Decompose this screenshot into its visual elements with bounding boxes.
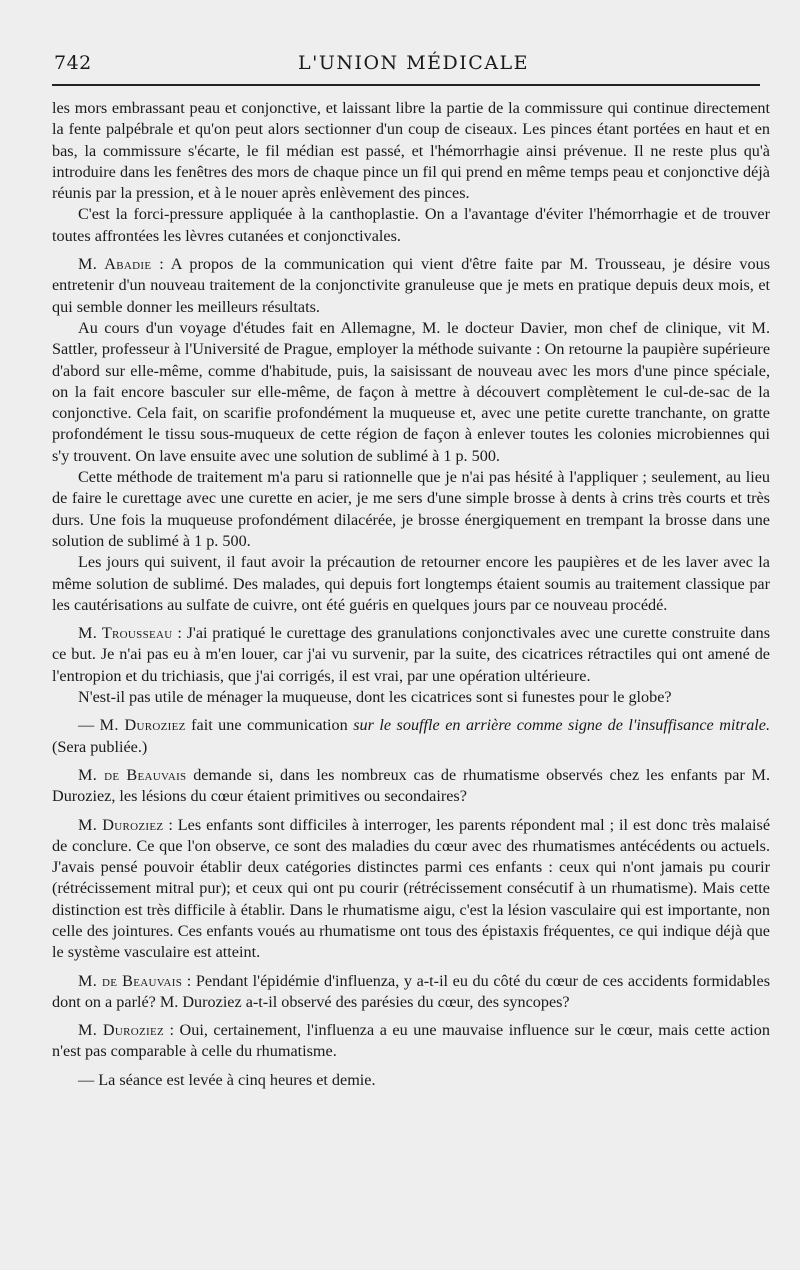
paragraph: — La séance est levée à cinq heures et demie. bbox=[78, 1070, 376, 1089]
page-header bbox=[52, 52, 770, 82]
paragraph: M. Duroziez : Les enfants sont difficiles à interroger, les parents répondent mal ; il est donc très malaisé de conclure. Ce que l'on observe, ce sont des maladies du cœur avec des rhumatismes antécédents ou actuels. J'avais pensé pouvoir établir deux catégories distinctes parmi ces enfants : ceux qui n'ont jamais pu courir (rétrécissement mitral pur); et ceux qui ont pu courir (rétrécissement consécutif à un rhumatisme). Mais cette distinction est très difficile à établir. Dans le rhumatisme aigu, c'est la lésion vasculaire qui est importante, non celle des jointures. Ces enfants voués au rhumatisme ont tous des épistaxis fréquentes, ce qui indique déjà que le système vasculaire est atteint. bbox=[52, 815, 771, 962]
paragraph: M. de Beauvais : Pendant l'épidémie d'influenza, y a-t-il eu du côté du cœur de ces accidents formidables dont on a parlé? M. Duroziez a-t-il observé des parésies du cœur, des syncopes? bbox=[52, 971, 770, 1011]
paragraph: M. de Beauvais demande si, dans les nombreux cas de rhumatisme observés chez les enfants par M. Duroziez, les lésions du cœur étaient primitives ou secondaires? bbox=[52, 765, 770, 806]
paragraph: Les jours qui suivent, il faut avoir la précaution de retourner encore les paupières et de les laver avec la même solution de sublimé. Des malades, qui depuis fort longtemps étaient soumis au traitement classique par les cautérisations au sulfate de cuivre, ont été guéris en quelques jours par ce nouveau procédé. bbox=[52, 553, 770, 614]
speaker-name: M. Abadie bbox=[78, 255, 152, 274]
paragraph: — M. Duroziez fait une communication sur le souffle en arrière comme signe de l'insuffisance mitrale. (Sera publiée.) bbox=[52, 716, 771, 756]
speaker-name: M. Duroziez bbox=[78, 1021, 164, 1040]
speaker-name: M. Duroziez bbox=[99, 716, 186, 735]
speaker-name: M. Trousseau bbox=[78, 624, 173, 643]
paragraph: M. Abadie : A propos de la communication qui vient d'être faite par M. Trousseau, je désire vous entretenir d'un nouveau traitement de la conjonctivite granuleuse que je mets en pratique depuis deux mois, et qui semble donner les meilleurs résultats. bbox=[52, 255, 771, 316]
paragraph: les mors embrassant peau et conjonctive, et laissant libre la partie de la commissure qui continue directement la fente palpébrale et qu'on peut alors sectionner d'un coup de ciseaux. Les pinces étant portées en haut et en bas, la commissure s'écarte, le fil médian est passé, et l'hémorrhagie ainsi prévenue. Il ne reste plus qu'à introduire dans les fenêtres des mors de chaque pince un fil qui prend en même temps peau et conjonctive déjà réunis par la pression, et à le nouer après enlèvement des pinces. bbox=[52, 99, 770, 203]
paragraph: M. Trousseau : J'ai pratiqué le curettage des granulations conjonctivales avec une curette construite dans ce but. Je n'ai pas eu à m'en louer, car j'ai vu survenir, par la suite, des cicatrices rétractiles qui ont amené de l'entropion et du trichiasis, que j'ai corrigés, il est vrai, par une opération ultérieure. bbox=[52, 624, 770, 685]
speaker-name: M. de Beauvais bbox=[78, 765, 187, 784]
page-number: 742 bbox=[54, 52, 92, 74]
paragraph: M. Duroziez : Oui, certainement, l'influenza a eu une mauvaise influence sur le cœur, mais cette action n'est pas comparable à celle du rhumatisme. bbox=[52, 1021, 770, 1061]
speaker-name: M. Duroziez bbox=[78, 815, 164, 834]
header-rule bbox=[52, 84, 760, 86]
communication-title: sur le souffle en arrière comme signe de l'insuffisance mitrale. bbox=[353, 716, 771, 735]
body-text bbox=[52, 98, 770, 1091]
running-title: L'UNION MÉDICALE bbox=[298, 52, 530, 74]
paragraph: N'est-il pas utile de ménager la muqueuse, dont les cicatrices sont si funestes pour le globe? bbox=[78, 688, 672, 707]
paragraph: Au cours d'un voyage d'études fait en Allemagne, M. le docteur Davier, mon chef de clinique, vit M. Sattler, professeur à l'Université de Prague, employer la méthode suivante : On retourne la paupière supérieure d'abord sur elle-même, comme d'habitude, puis, la saisissant de nouveau avec les mors d'une pince spéciale, on la fait encore basculer sur elle-même, de façon à mettre à découvert complètement le cul-de-sac de la conjonctive. Cela fait, on scarifie profondément la muqueuse et, avec une petite curette tranchante, on gratte profondément le tissu sous-muqueux de cette région de façon à enlever toutes les colonies microbiennes qui s'y trouvent. On lave ensuite avec une solution de sublimé à 1 p. 500. bbox=[52, 318, 770, 465]
speaker-name: M. de Beauvais bbox=[78, 971, 183, 990]
paragraph: C'est la forci-pressure appliquée à la canthoplastie. On a l'avantage d'éviter l'hémorrhagie et de trouver toutes affrontées les lèvres cutanées et conjonctivales. bbox=[52, 205, 770, 245]
paragraph: Cette méthode de traitement m'a paru si rationnelle que je n'ai pas hésité à l'appliquer ; seulement, au lieu de faire le curettage avec une curette en acier, je me sers d'une simple brosse à dents à crins très courts et très durs. Une fois la muqueuse profondément dilacérée, je brosse énergiquement en trempant la brosse dans une solution de sublimé à 1 p. 500. bbox=[52, 468, 770, 550]
